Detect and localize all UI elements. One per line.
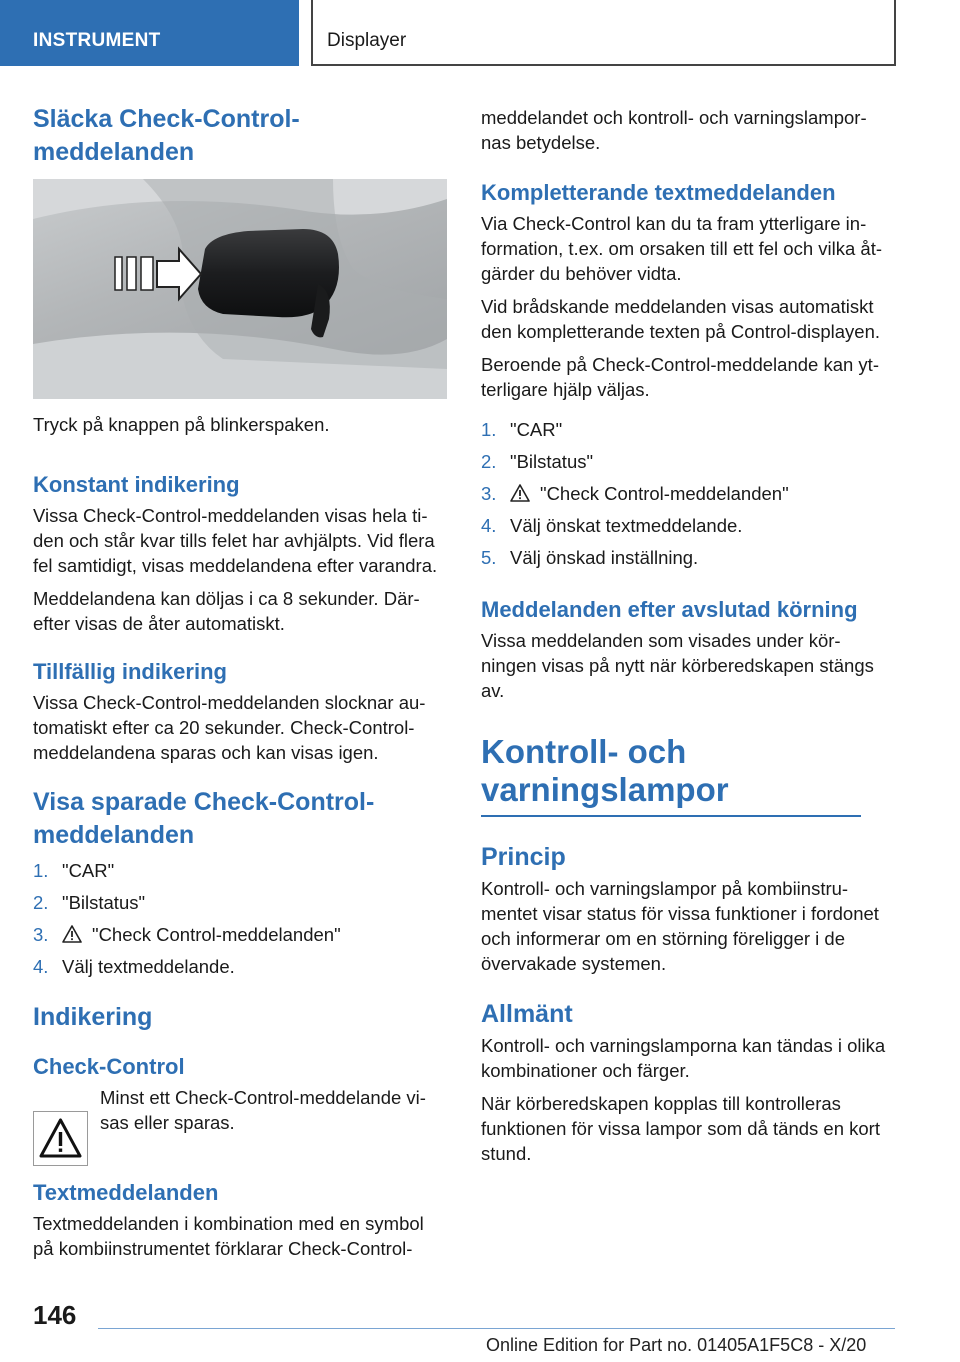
- warning-triangle-icon: [62, 921, 82, 939]
- paragraph-textmeddelanden: Textmeddelanden i kombination med en symbol på kombiinstrumentet förklarar Check-Control-: [33, 1213, 424, 1259]
- heading-indikering: Indikering: [33, 1003, 153, 1031]
- press-marker-bar-1: [115, 257, 122, 290]
- paragraph-konstant-2: Meddelandena kan döljas i ca 8 sekunder. Där‐efter visas de åter automatiskt.: [33, 588, 420, 634]
- heading-konstant: Konstant indikering: [33, 472, 240, 497]
- press-marker-bar-3: [141, 257, 153, 290]
- heading-allmant: Allmänt: [481, 1000, 573, 1028]
- image-caption: Tryck på knappen på blinkerspaken.: [33, 414, 330, 435]
- paragraph-check-control: Minst ett Check-Control-meddelande vi‐sas eller sparas.: [100, 1087, 426, 1133]
- press-marker-bar-2: [127, 257, 136, 290]
- list-item: 3. "Check Control-meddelanden": [33, 919, 447, 951]
- list-item: 1. "CAR": [481, 419, 563, 440]
- section-tab: [0, 0, 299, 66]
- list-item: 4. Välj textmeddelande.: [33, 956, 235, 977]
- steps-list-right: [481, 414, 895, 574]
- left-column-lower: [33, 412, 447, 1261]
- warning-triangle-icon: [510, 480, 530, 498]
- list-item: 1. "CAR": [33, 860, 115, 881]
- paragraph-konstant-1: Vissa Check-Control-meddelanden visas hela ti‐den och står kvar tills felet har avhjälpts. Vid flera fel samtidigt, visas meddelandena efter varandra.: [33, 505, 438, 576]
- footer-edition: Online Edition for Part no. 01405A1F5C8 - X/20: [486, 1335, 867, 1355]
- warning-triangle-icon: [34, 1112, 87, 1165]
- footer-rule: [98, 1328, 895, 1329]
- paragraph-continued: meddelandet och kontroll- och varningslampor‐nas betydelse.: [481, 107, 867, 153]
- chapter-tab: [311, 0, 896, 66]
- list-item: 2. "Bilstatus": [33, 892, 146, 913]
- page-number: 146: [33, 1300, 77, 1330]
- heading-textmeddelanden: Textmeddelanden: [33, 1180, 219, 1205]
- paragraph-kompletterande-2: Vid brådskande meddelanden visas automatiskt den kompletterande texten på Control-displayen.: [481, 296, 881, 342]
- list-item: 5. Välj önskad inställning.: [481, 547, 699, 568]
- heading-tillfallig: Tillfällig indikering: [33, 659, 227, 684]
- heading-check-control: Check-Control: [33, 1054, 185, 1079]
- heading-efter-korning: Meddelanden efter avslutad körning: [481, 597, 858, 622]
- warning-symbol-box: [33, 1111, 88, 1166]
- paragraph-kompletterande-3: Beroende på Check-Control-meddelande kan yt‐terligare hjälp väljas.: [481, 354, 879, 400]
- left-column: [33, 103, 447, 169]
- paragraph-efter-korning: Vissa meddelanden som visades under kör‐ningen visas på nytt när körberedskapen stängs av.: [481, 630, 874, 701]
- stalk-drawing: [33, 179, 447, 399]
- heading-kompletterande: Kompletterande textmeddelanden: [481, 180, 836, 205]
- section-title: INSTRUMENT: [33, 30, 161, 51]
- heading-princip: Princip: [481, 843, 566, 871]
- heading-visa-sparade: Visa sparade Check-Control-meddelanden: [33, 788, 375, 849]
- heading-slacka: Släcka Check-Control-meddelanden: [33, 105, 300, 166]
- paragraph-tillfallig: Vissa Check-Control-meddelanden slocknar au‐tomatiskt efter ca 20 sekunder. Check-Control-meddelandena sparas och kan visas igen.: [33, 692, 426, 763]
- right-column: [481, 105, 895, 1166]
- paragraph-kompletterande-1: Via Check-Control kan du ta fram ytterligare in‐formation, t.ex. om orsaken till ett fel och vilka åt‐gärder du behöver vidta.: [481, 213, 882, 284]
- heading-kontroll-varningslampor: Kontroll- och varningslampor: [481, 733, 861, 817]
- paragraph-allmant-2: När körberedskapen kopplas till kontrolleras funktionen för vissa lampor som då tänds en kort stund.: [481, 1093, 880, 1164]
- chapter-title: Displayer: [327, 30, 407, 51]
- turn-signal-stalk-illustration: [33, 179, 447, 399]
- list-item: 4. Välj önskat textmeddelande.: [481, 515, 743, 536]
- paragraph-allmant-1: Kontroll- och varningslamporna kan tändas i olika kombinationer och färger.: [481, 1035, 886, 1081]
- paragraph-princip: Kontroll- och varningslampor på kombiinstru‐mentet visar status för vissa funktioner i fordonet och informerar om en störning föreligger i de övervakade systemen.: [481, 878, 879, 974]
- list-item: 3. "Check Control-meddelanden": [481, 478, 895, 510]
- list-item: 2. "Bilstatus": [481, 451, 594, 472]
- steps-list-left: [33, 855, 447, 983]
